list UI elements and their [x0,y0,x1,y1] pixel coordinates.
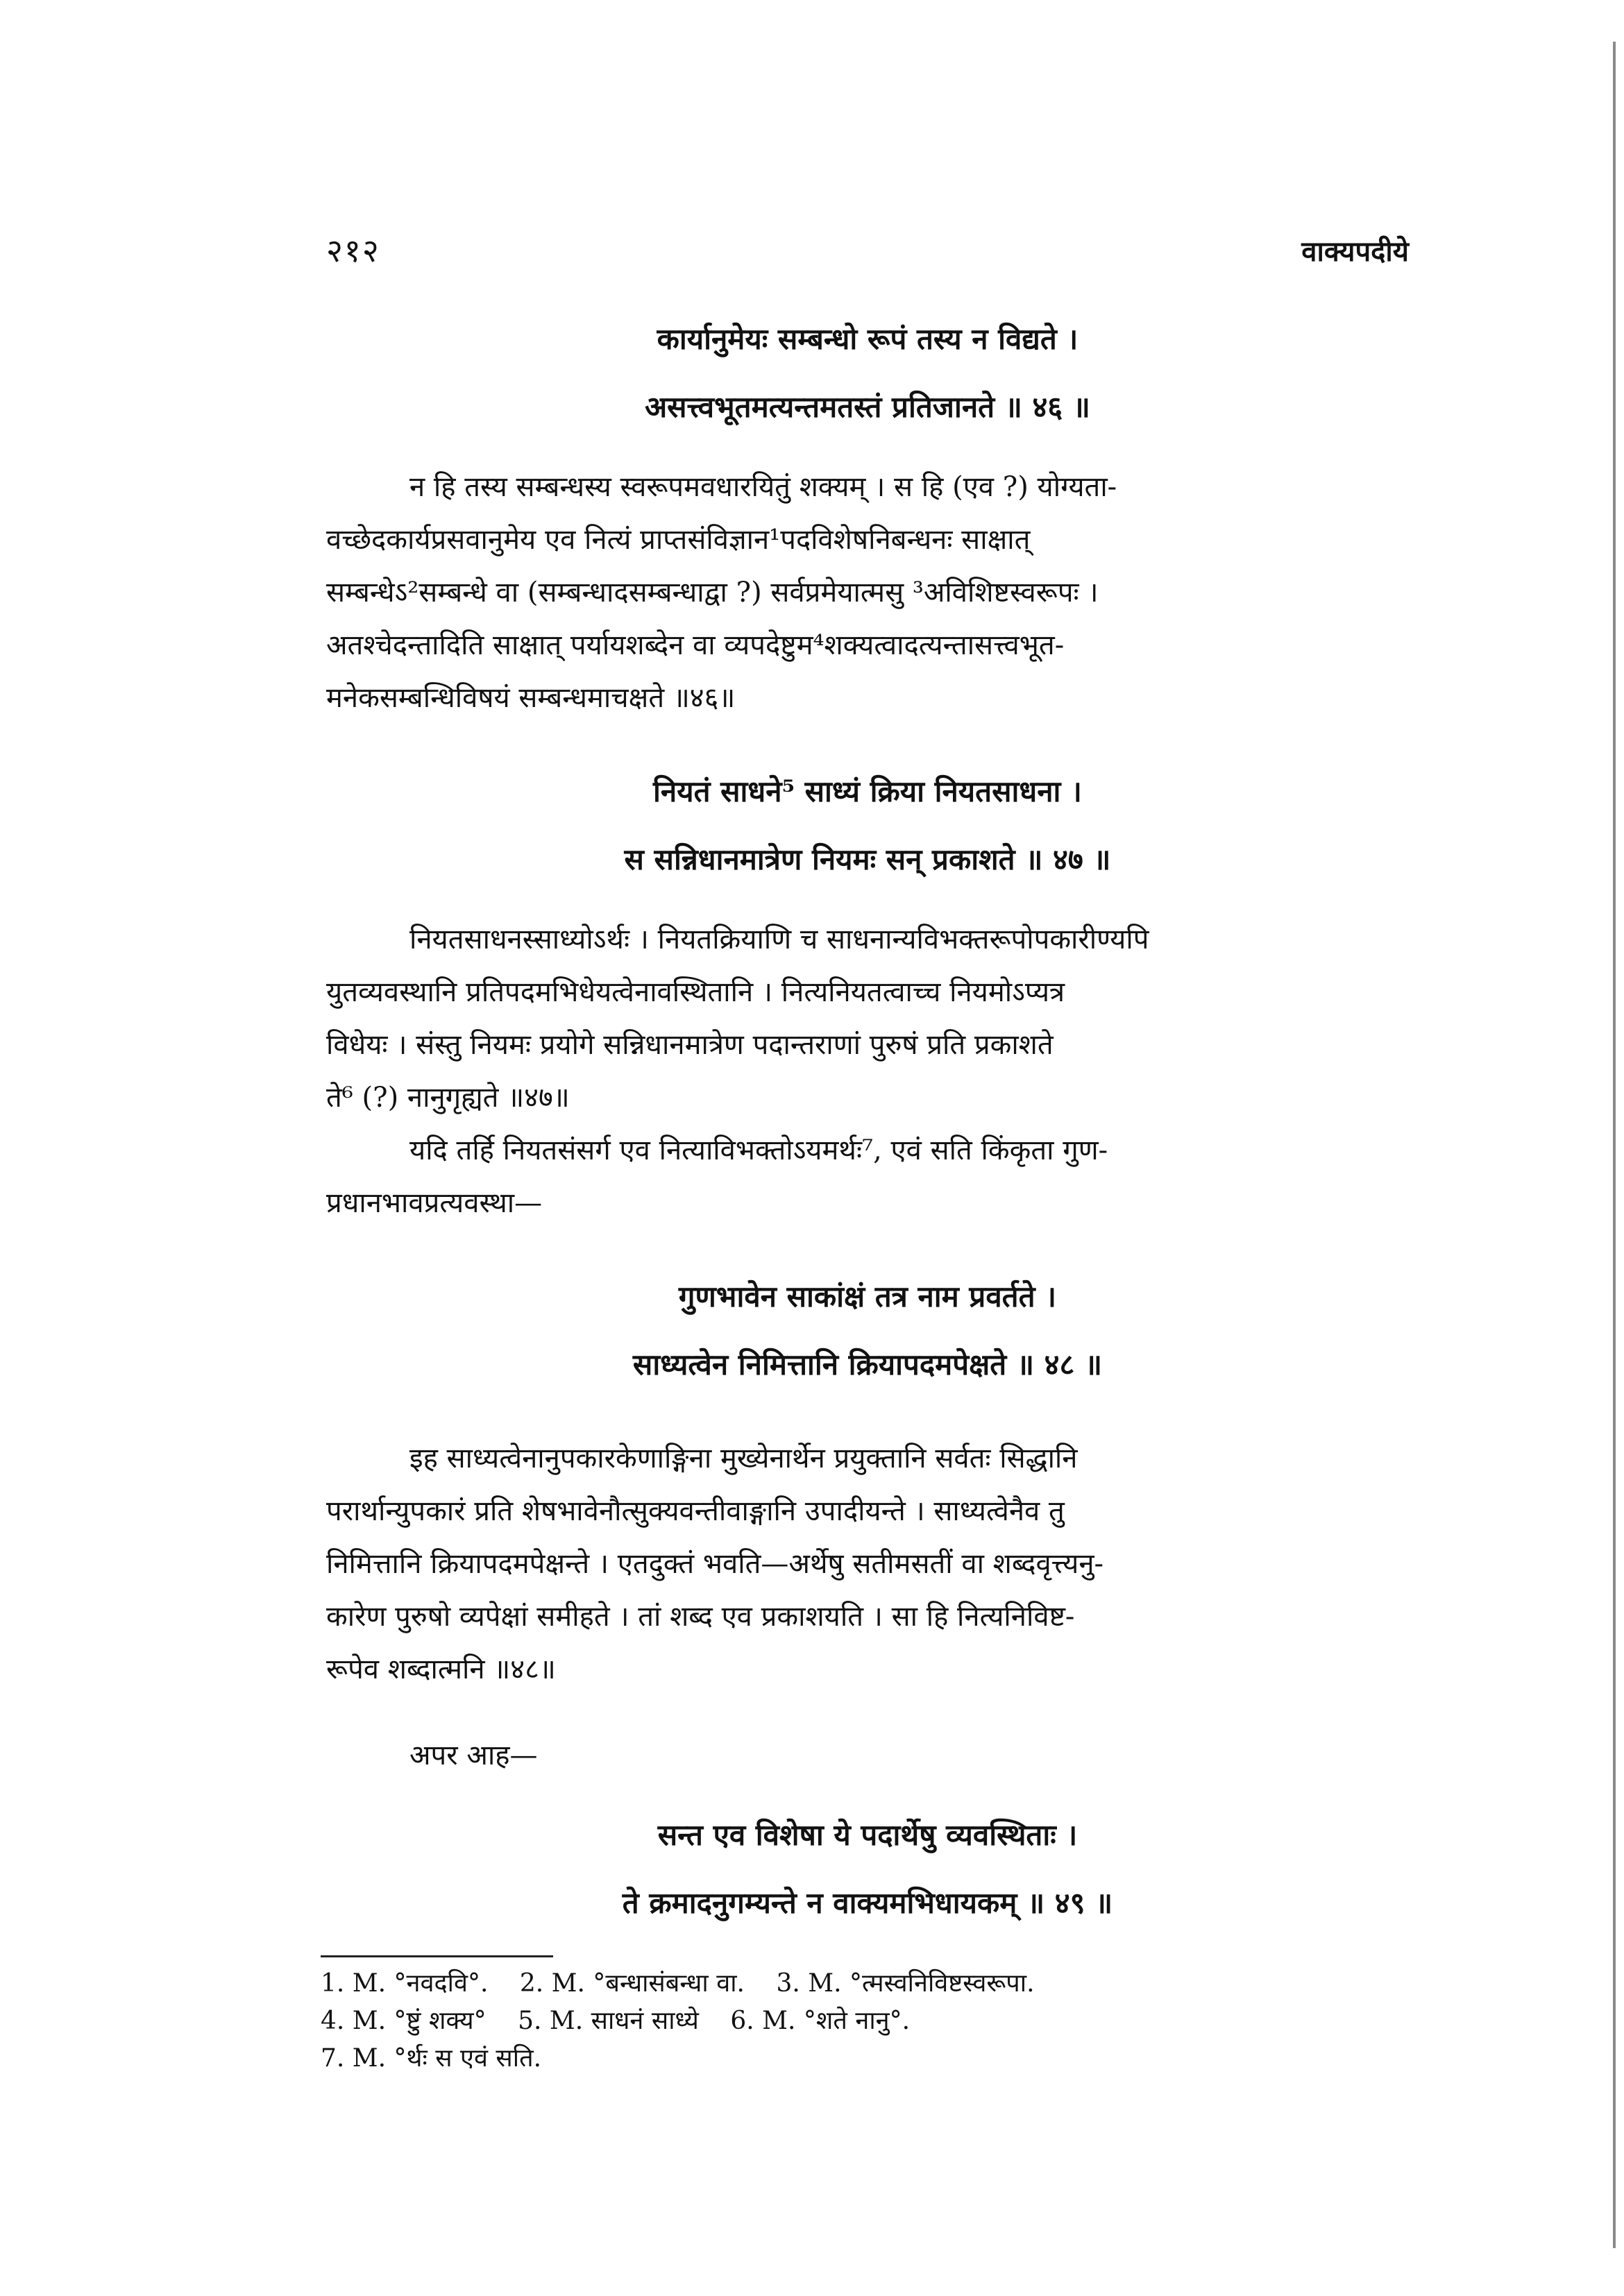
verse-47 [326,758,1409,894]
commentary-line: नियतसाधनस्साध्योऽर्थः । नियतक्रियाणि च साधनान्यविभक्तरूपोपकारीण्यपि [409,924,1149,955]
commentary-47 [326,913,1409,1230]
verse-48 [326,1263,1409,1399]
commentary-line: यदि तर्हि नियतसंसर्ग एव नित्याविभक्तोऽयमर्थः⁷, एवं सति किंकृता गुण- [409,1134,1108,1166]
commentary-line: अपर आह— [409,1740,538,1771]
commentary-line: न हि तस्य सम्बन्धस्य स्वरूपमवधारयितुं शक्यम् । स हि (एव ?) योग्यता- [409,471,1117,503]
commentary-line: कारेण पुरुषो व्यपेक्षां समीहते । तां शब्द एव प्रकाशयति । सा हि नित्यनिविष्ट- [326,1601,1075,1633]
commentary-line: सम्बन्धेऽ²सम्बन्धे वा (सम्बन्धादसम्बन्धाद्वा ?) सर्वप्रमेयात्मसु ³अविशिष्टस्वरूपः । [326,577,1099,609]
footnote: 1. M. °नवदवि°. [321,1969,489,1998]
verse-line: गुणभावेन साकांक्षं तत्र नाम प्रवर्तते । [678,1279,1057,1313]
commentary-line: निमित्तानि क्रियापदमपेक्षन्ते । एतदुक्तं भवति—अर्थेषु सतीमसतीं वा शब्दवृत्त्यनु- [326,1548,1104,1580]
page-number: २१२ [326,232,380,269]
commentary-line: ते⁶ (?) नानुगृह्यते ॥४७॥ [326,1082,570,1114]
verse-46 [326,305,1409,441]
commentary-line: प्रधानभावप्रत्यवस्था— [326,1187,543,1219]
commentary-46 [326,461,1409,724]
footnote: 7. M. °र्थः स एवं सति. [321,2044,542,2073]
commentary-line: इह साध्यत्वेनानुपकारकेणाङ्गिना मुख्येनार्थेन प्रयुक्तानि सर्वतः सिद्धानि [409,1443,1078,1474]
page-body [326,305,1409,1937]
verse-line: साध्यत्वेन निमित्तानि क्रियापदमपेक्षते ॥ ४८ ॥ [632,1347,1103,1381]
commentary-line: विधेयः । संस्तु नियमः प्रयोगे सन्निधानमात्रेण पदान्तराणां पुरुषं प्रति प्रकाशते [326,1029,1054,1061]
verse-line: कार्यानुमेयः सम्बन्धो रूपं तस्य न विद्यते । [657,322,1079,356]
footnote: 3. M. °त्मस्वनिविष्टस्वरूपा. [776,1969,1035,1998]
verse-line: सन्त एव विशेषा ये पदार्थेषु व्यवस्थिताः । [657,1818,1078,1852]
apara-aha [326,1729,1409,1782]
commentary-line: मनेकसम्बन्धिविषयं सम्बन्धमाचक्षते ॥४६॥ [326,682,736,714]
footnotes [321,1965,1431,2077]
footnote: 2. M. °बन्धासंबन्धा वा. [519,1969,745,1998]
footnote: 5. M. साधनं साध्ये [518,2007,699,2035]
footnote-line [321,2002,1431,2040]
footnote: 4. M. °ष्टुं शक्य° [321,2007,487,2035]
commentary-line: वच्छेदकार्यप्रसवानुमेय एव नित्यं प्राप्तसंविज्ञान¹पदविशेषनिबन्धनः साक्षात् [326,524,1031,556]
verse-49 [326,1801,1409,1937]
verse-line: ते क्रमादनुगम्यन्ते न वाक्यमभिधायकम् ॥ ४९ ॥ [622,1886,1113,1920]
commentary-line: रूपेव शब्दात्मनि ॥४८॥ [326,1653,556,1685]
footnote-line [321,1965,1431,2002]
running-head: वाक्यपदीये [1301,235,1409,268]
verse-line: स सन्निधानमात्रेण नियमः सन् प्रकाशते ॥ ४७ ॥ [624,842,1111,876]
footnote: 6. M. °शते नानु°. [730,2007,911,2035]
footnote-line [321,2040,1431,2077]
footnote-rule [321,1955,553,1957]
page-header [326,222,1409,278]
verse-line: असत्त्वभूतमत्यन्तमतस्तं प्रतिजानते ॥ ४६ ॥ [645,390,1090,424]
page-edge-line [1613,42,1616,2248]
commentary-line: युतव्यवस्थानि प्रतिपदमभिधेयत्वेनावस्थितानि । नित्यनियतत्वाच्च नियमोऽप्यत्र [326,976,1065,1008]
commentary-line: परार्थान्युपकारं प्रति शेषभावेनौत्सुक्यवन्तीवाङ्गानि उपादीयन्ते । साध्यत्वेनैव तु [326,1495,1065,1527]
commentary-line: अतश्चेदन्तादिति साक्षात् पर्यायशब्देन वा व्यपदेष्टुम⁴शक्यत्वादत्यन्तासत्त्वभूत- [326,629,1065,661]
commentary-48 [326,1432,1409,1696]
verse-line: नियतं साधने⁵ साध्यं क्रिया नियतसाधना । [653,774,1082,808]
